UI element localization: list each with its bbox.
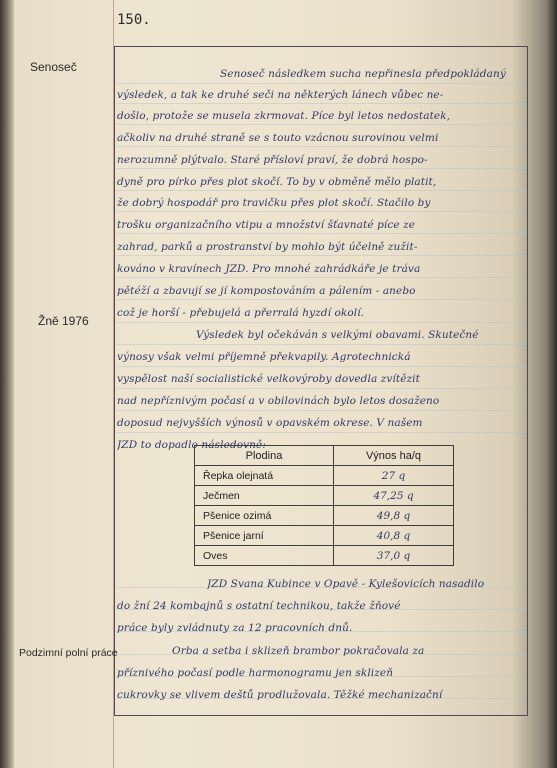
crop-yield: 40,8 q [334,526,454,546]
text-line: došlo, protože se musela zkrmovat. Píce byl letos nedostatek, [117,110,451,122]
text-line: příznivého počasí podle harmonogramu jen sklizeň [117,667,394,679]
text-line: Výsledek byl očekáván s velkými obavami. Skutečné [196,329,479,341]
text-line: kováno v kravínech JZD. Pro mnohé zahrádkáře je tráva [117,263,421,275]
column-header-crop: Plodina [195,446,334,466]
text-line: vyspělost naší socialistické velkovýroby dovedla zvítězit [117,373,420,385]
crop-name: Ječmen [195,486,334,506]
crop-yield: 47,25 q [334,486,454,506]
text-line: Orba a setba i sklizeň brambor pokračovala za [172,645,425,657]
text-line: dyně pro pírko přes plot skočí. To by v obměně mělo platit, [117,176,437,188]
crop-name: Řepka olejnatá [195,466,334,486]
text-line: pětéží a zbavují se jí kompostováním a pálením - anebo [117,285,416,297]
crop-yield-table [194,445,454,566]
table-row [195,526,454,546]
crop-name: Pšenice ozimá [195,506,334,526]
side-note-podzimni: Podzimní polní práce [19,647,118,659]
table-row [195,546,454,566]
crop-yield: 49,8 q [334,506,454,526]
side-note-senosec: Senoseč [30,60,77,74]
text-line: Senoseč následkem sucha nepřinesla předpokládaný [220,68,506,80]
table-header-row [195,446,454,466]
page-number: 150. [117,12,151,28]
text-line: což je horší - přebujelá a přerralá hyzdí okolí. [117,307,365,319]
crop-yield: 27 q [334,466,454,486]
text-line: že dobrý hospodář pro travičku přes plot skočí. Stačilo by [117,197,431,209]
crop-name: Oves [195,546,334,566]
side-note-zne: Žně 1976 [38,314,89,328]
table-row [195,486,454,506]
crop-name: Pšenice jarní [195,526,334,546]
crop-yield: 37,0 q [334,546,454,566]
book-binding [0,0,14,768]
text-line: do žní 24 kombajnů s ostatní technikou, takže žňové [117,600,401,612]
text-line: cukrovky se vlivem deštů prodlužovala. Těžké mechanizační [117,689,443,701]
text-line: výnosy však velmi příjemně překvapily. Agrotechnická [117,351,411,363]
text-line: výsledek, a tak ke druhé seči na některých lánech vůbec ne- [117,89,444,101]
text-line: JZD to dopadlo následovně: [117,439,266,451]
text-line: doposud nejvyšších výnosů v opavském okrese. V našem [117,417,423,429]
text-line: trošku organizačního vtipu a množství šťavnaté píce ze [117,219,416,231]
text-line: práce byly zvládnuty za 12 pracovních dnů. [117,622,353,634]
text-line: zahrad, parků a prostranství by mohlo být účelně zužit- [117,241,418,253]
column-header-yield: Výnos ha/q [334,446,454,466]
text-line: ačkoliv na druhé straně se s touto vzácnou surovinou velmi [117,132,439,144]
table-row [195,466,454,486]
table-row [195,506,454,526]
text-line: nerozumně plýtvalo. Staré přísloví praví, že dobrá hospo- [117,154,428,166]
text-line: nad nepříznivým počasí a v obilovinách bylo letos dosaženo [117,395,440,407]
text-line: JZD Svana Kubince v Opavě - Kylešovicích nasadilo [207,578,485,590]
